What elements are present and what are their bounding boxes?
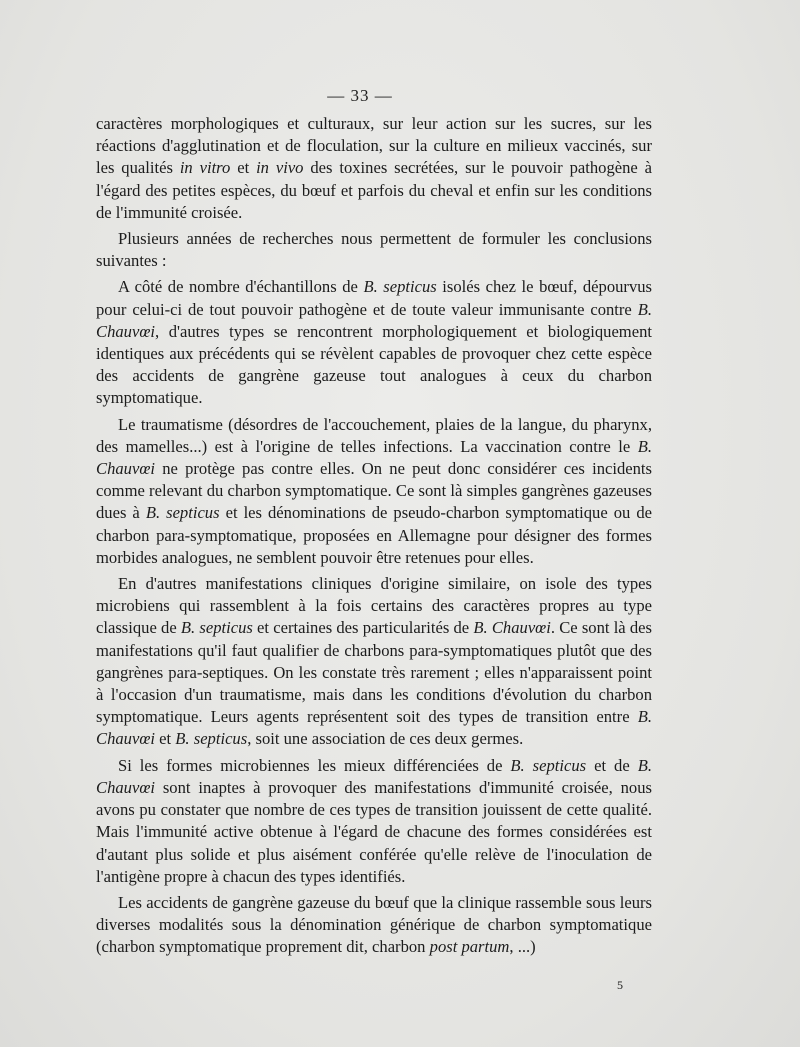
text-run: et de (586, 755, 638, 775)
text-run: Le traumatisme (désordres de l'accouchement, plaies de la langue, du pharynx, des mamelles...) est à l'origine de telles infections. La vaccination contre le (96, 414, 652, 456)
body-text (96, 113, 652, 963)
paragraph (96, 228, 652, 272)
paragraph (96, 573, 652, 751)
italic-text: in vitro (179, 158, 231, 178)
paragraph (96, 892, 652, 959)
paragraph (96, 113, 652, 224)
text-run: Les accidents de gangrène gazeuse du bœuf que la clinique rassemble sous leurs diverses modalités sous la dénomination générique de charbon symptomatique (charbon symptomatique proprement dit, charbon (96, 892, 652, 957)
italic-text: B. septicus (180, 618, 253, 638)
italic-text: post partum (429, 937, 510, 957)
italic-text: B. septicus (510, 755, 587, 775)
italic-text: B. Chauvœi (96, 755, 652, 797)
text-run: et certaines des particularités de (252, 618, 474, 638)
text-run: et (230, 158, 257, 178)
paragraph (96, 755, 652, 888)
text-run: Si les formes microbiennes les mieux différenciées de (118, 755, 511, 775)
paragraph (96, 276, 652, 409)
text-run: isolés chez le bœuf, dépourvus pour celui-ci de tout pouvoir pathogène et de toute valeur immunisante contre (96, 277, 652, 319)
italic-text: B. septicus (145, 503, 220, 523)
page-number: — 33 — (327, 86, 393, 105)
italic-text: B. Chauvœi (96, 436, 652, 479)
italic-text: in vivo (256, 158, 304, 178)
text-run: ne protège pas contre elles. On ne peut donc considérer ces incidents comme relevant du charbon symptomatique. Ce sont là simples gangrènes gazeuses dues à (96, 459, 652, 523)
text-run: En d'autres manifestations cliniques d'origine similaire, on isole des types microbiens qui rassemblent à la fois certains des caractères propres au type classique de (96, 574, 652, 638)
signature-mark: 5 (617, 978, 623, 992)
text-run: et (155, 729, 176, 749)
text-run: des toxines secrétées, sur le pouvoir pathogène à l'égard des petites espèces, du bœuf et parfois du cheval et enfin sur les conditions de l'immunité croisée. (96, 158, 653, 222)
text-run: et les dénominations de pseudo-charbon symptomatique ou de charbon para-symptomatique, proposées en Allemagne pour désigner des formes morbides analogues, ne semblent pouvoir être retenues pour elles. (96, 503, 652, 567)
text-run: , ...) (509, 937, 536, 957)
italic-text: B. septicus (363, 277, 437, 297)
italic-text: B. Chauvœi (96, 707, 652, 749)
text-run: . Ce sont là des manifestations qu'il faut qualifier de charbons para-symptomatiques plutôt que des gangrènes para-septiques. On les constate très rarement ; elles n'apparaissent point à l'occasion d'un traumatisme, mais dans les conditions d'évolution du charbon symptomatique. Leurs agents représentent soit des types de transition entre (96, 618, 652, 727)
italic-text: B. Chauvœi (473, 618, 551, 638)
italic-text: B. septicus (175, 729, 248, 749)
paragraph (96, 414, 652, 569)
text-run: , soit une association de ces deux germes. (247, 729, 524, 749)
text-run: , d'autres types se rencontrent morphologiquement et biologiquement identiques aux précédents qui se révèlent capables de provoquer chez cette espèce des accidents de gangrène gazeuse tout analogues à ceux du charbon symptomatique. (96, 321, 652, 408)
text-run: A côté de nombre d'échantillons de (118, 277, 364, 297)
text-run: sont inaptes à provoquer des manifestations d'immunité croisée, nous avons pu constater que nombre de ces types de transition jouissent de cette qualité. Mais l'immunité active obtenue à l'égard de chacune des formes considérées est d'autant plus solide et plus aisément conférée qu'elle relève de l'inoculation de l'antigène propre à chacun des types identifiés. (96, 777, 652, 886)
text-run: caractères morphologiques et culturaux, sur leur action sur les sucres, sur les réactions d'agglutination et de floculation, sur la culture en milieux vaccinés, sur les qualités (96, 114, 652, 178)
italic-text: B. Chauvœi (96, 299, 652, 341)
text-run: Plusieurs années de recherches nous permettent de formuler les conclusions suivantes : (96, 229, 652, 271)
